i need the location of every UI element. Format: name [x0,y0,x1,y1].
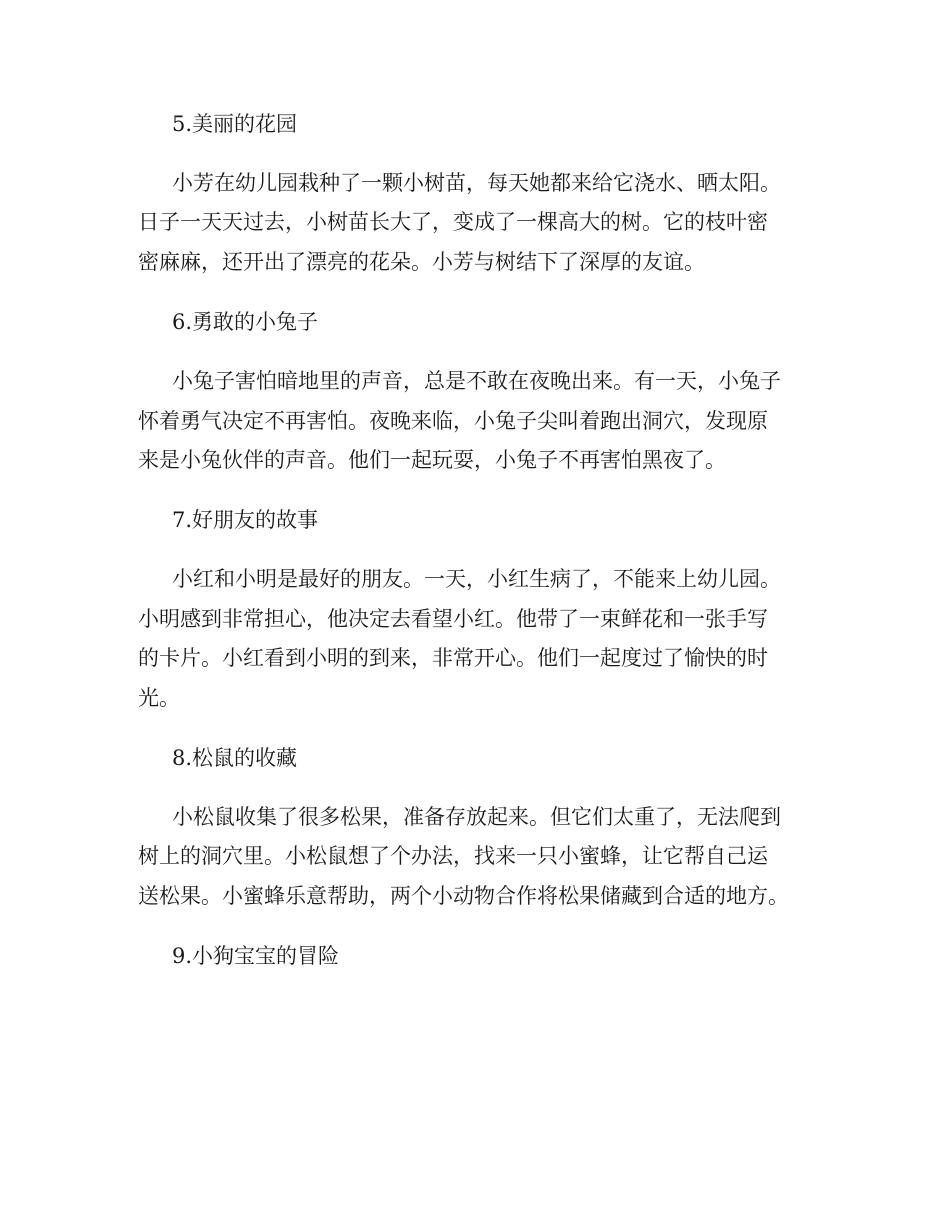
section-title: 5.美丽的花园 [172,112,298,136]
section-title: 6.勇敢的小兔子 [172,310,319,334]
paragraph-line: 小松鼠收集了很多松果，准备存放起来。但它们太重了，无法爬到 [172,805,781,829]
paragraph-line: 送松果。小蜜蜂乐意帮助，两个小动物合作将松果储藏到合适的地方。 [138,884,789,908]
paragraph-line: 怀着勇气决定不再害怕。夜晚来临，小兔子尖叫着跑出洞穴，发现原 [138,409,768,433]
paragraph-line: 小红和小明是最好的朋友。一天，小红生病了，不能来上幼儿园。 [172,567,781,591]
paragraph-line: 光。 [138,686,180,710]
paragraph-line: 小兔子害怕暗地里的声音，总是不敢在夜晚出来。有一天，小兔子 [172,369,781,393]
paragraph-line: 小明感到非常担心，他决定去看望小红。他带了一束鲜花和一张手写 [138,607,768,631]
section-title: 8.松鼠的收藏 [172,746,298,770]
paragraph-line: 日子一天天过去，小树苗长大了，变成了一棵高大的树。它的枝叶密 [138,210,768,234]
paragraph-line: 树上的洞穴里。小松鼠想了个办法，找来一只小蜜蜂，让它帮自己运 [138,844,768,868]
section-title: 9.小狗宝宝的冒险 [172,944,340,968]
paragraph-line: 小芳在幼儿园栽种了一颗小树苗，每天她都来给它浇水、晒太阳。 [172,171,781,195]
paragraph-line: 的卡片。小红看到小明的到来，非常开心。他们一起度过了愉快的时 [138,646,768,670]
paragraph-line: 来是小兔伙伴的声音。他们一起玩耍，小兔子不再害怕黑夜了。 [138,448,726,472]
section-title: 7.好朋友的故事 [172,508,319,532]
paragraph-line: 密麻麻，还开出了漂亮的花朵。小芳与树结下了深厚的友谊。 [138,250,705,274]
